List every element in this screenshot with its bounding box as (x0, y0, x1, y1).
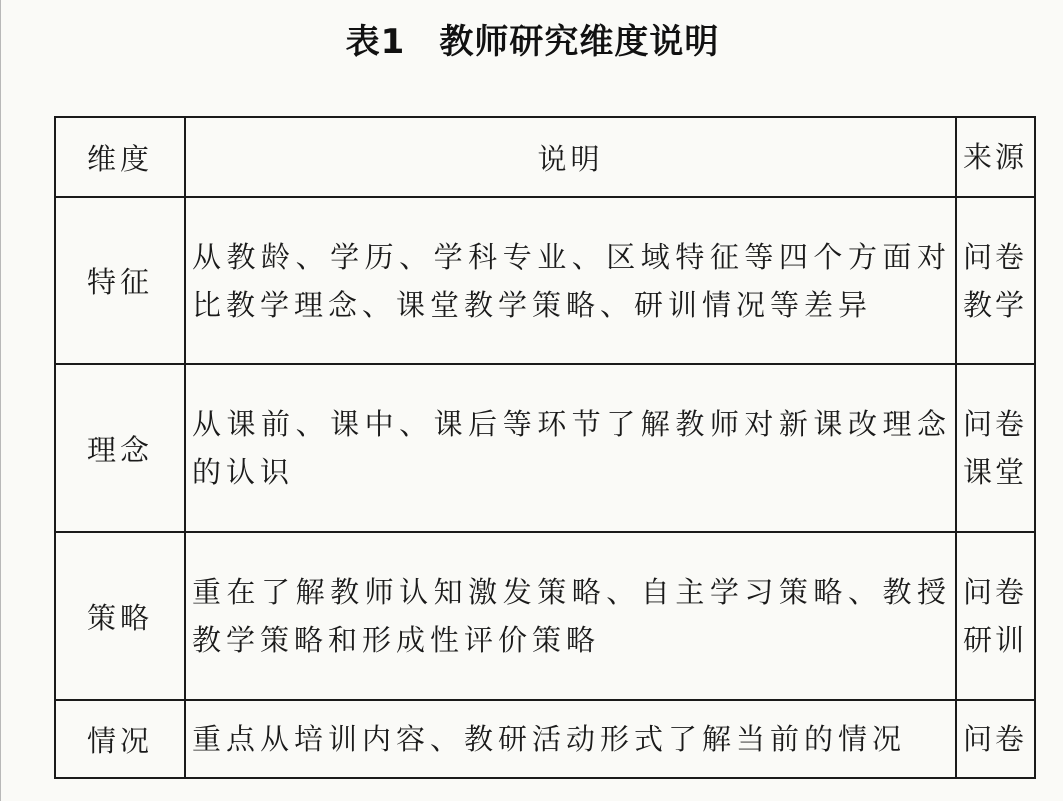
dimension-cell: 策略 (55, 532, 185, 700)
table-title (1, 14, 1063, 63)
source-line: 研训 (963, 623, 1028, 657)
table-row (55, 700, 1035, 778)
header-dimension: 维度 (55, 117, 185, 197)
description-cell: 从课前、课中、课后等环节了解教师对新课改理念的认识 (185, 364, 956, 532)
dimension-cell: 特征 (55, 197, 185, 364)
dimension-cell: 情况 (55, 700, 185, 778)
header-source: 来源 (956, 117, 1035, 197)
dimension-cell: 理念 (55, 364, 185, 532)
description-cell: 重点从培训内容、教研活动形式了解当前的情况 (185, 700, 956, 778)
table-header-row (55, 117, 1035, 197)
source-cell (956, 532, 1035, 700)
source-line: 问卷 (963, 239, 1028, 274)
description-cell: 从教龄、学历、学科专业、区域特征等四个方面对比教学理念、课堂教学策略、研训情况等差异 (185, 197, 956, 364)
source-line: 教学 (963, 287, 1028, 322)
table-title-text: 教师研究维度说明 (439, 22, 720, 62)
table-row (55, 364, 1035, 532)
source-line: 课堂 (963, 455, 1028, 489)
table-row (55, 197, 1035, 364)
table-row (55, 532, 1035, 700)
source-line: 问卷 (963, 575, 1028, 609)
source-cell (956, 700, 1035, 778)
source-line: 问卷 (963, 722, 1028, 756)
research-dimension-table (54, 116, 1036, 779)
header-description: 说明 (185, 117, 956, 197)
source-cell (956, 197, 1035, 364)
source-line: 问卷 (963, 407, 1028, 441)
table-number: 表1 (345, 22, 406, 62)
description-cell: 重在了解教师认知激发策略、自主学习策略、教授教学策略和形成性评价策略 (185, 532, 956, 700)
source-cell (956, 364, 1035, 532)
